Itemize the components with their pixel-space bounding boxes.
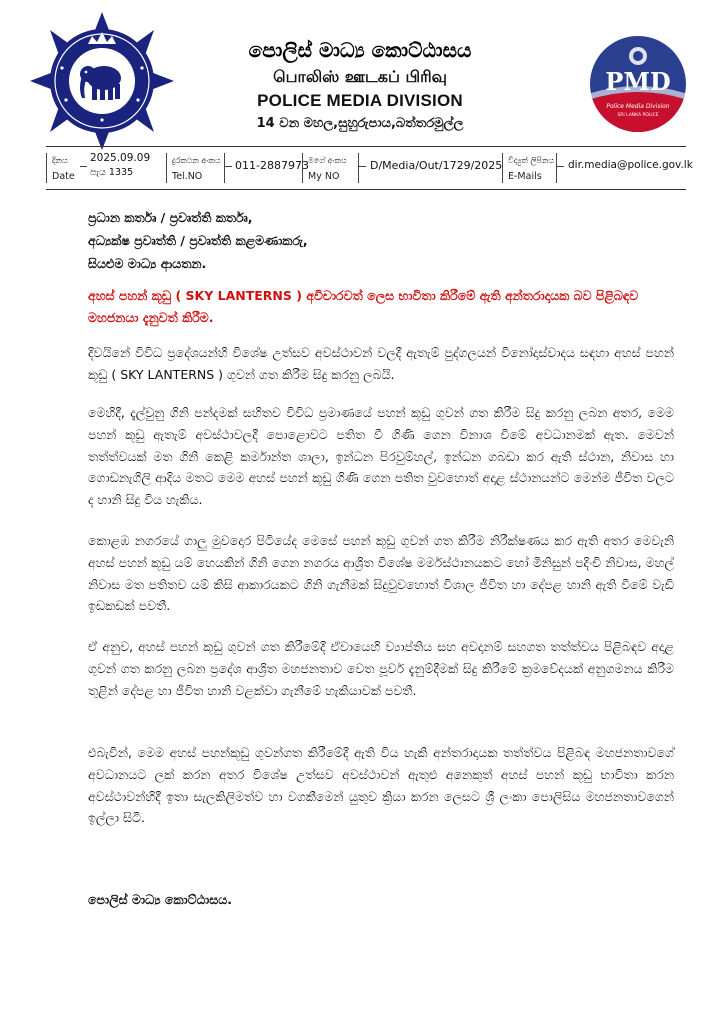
myno-label-en: My NO — [308, 171, 340, 182]
addressee-line: සියළුම මාධ්‍ය ආයතන. — [88, 256, 207, 271]
pmd-logo — [588, 34, 688, 134]
divider — [502, 153, 503, 183]
myno-value: D/Media/Out/1729/2025 — [370, 159, 503, 172]
divider — [302, 153, 303, 183]
date-value: 2025.09.09 — [90, 152, 151, 164]
addressee-line: අධ්‍යක්ෂ ප්‍රවෘත්ති / ප්‍රවෘත්ති කළමණාකරු, — [88, 233, 308, 248]
divider — [225, 166, 232, 167]
date-label-en: Date — [52, 171, 75, 182]
myno-label-si: මගේ අංකය — [308, 156, 347, 165]
divider — [358, 153, 359, 183]
police-emblem-logo — [26, 8, 178, 154]
org-name-sinhala: පොලිස් මාධ්‍ය කොට්ඨාසය — [248, 38, 472, 62]
tel-label-si: දුරකථන අංකය — [172, 156, 221, 165]
body-paragraph: එබැවින්, මෙම අහස් පහන්කූඩු ගුවන්ගත කිරීමේදී ඇති විය හැකි අන්තරාදායක තත්ත්වය පිළිබඳ මහජනතාවගේ අවධානයට ලක් කරන අතර විශේෂ උත්සව අවස්ථාවන් ඇතුළු අනෙකුත් අහස් පහන් කූඩු භාවිතා කරන අවස්ථාවන්හිදී ඉතා සැලකිලිමත්ව හා වගකීමෙන් යුතුව ක්‍රියා කරන ලෙසට ශ්‍රී ලංකා පොලිසිය මහජනතාවගෙන් ඉල්ලා සිටී. — [88, 745, 674, 826]
time-value: පැය 1335 — [90, 167, 134, 178]
body-paragraph: දිවයිනේ විවිධ ප්‍රදේශයන්හි විශේෂ උත්සව අවස්ථාවන් වලදී ඇතැම් පුද්ගලයන් විනෝදාස්වාදය සඳහා අහස් පහන් කූඩු ( SKY LANTERNS ) ගුවන් ගත කිරීම සිදු කරනු ලබයි. — [88, 345, 674, 382]
email-label-si: විද්‍යුත් ලිපිනය — [508, 156, 555, 165]
pmd-logo-subtext2: SRI LANKA POLICE — [617, 113, 659, 118]
divider — [557, 166, 564, 167]
divider — [359, 166, 366, 167]
subject-heading: අහස් පහන් කූඩු ( SKY LANTERNS ) අවිචාරවත් ලෙස භාවිතා කිරීමේ ඇති අන්තරාදායක බව පිළිබඳව මහජනයා දැනුවත් කිරීම. — [88, 288, 639, 325]
tel-value: 011-2887973 — [235, 159, 309, 172]
divider — [224, 153, 225, 183]
org-address: 14 වන මහල,සුහුරුපාය,බත්තරමුල්ල — [256, 116, 464, 131]
tel-label-en: Tel.NO — [172, 171, 203, 182]
date-label-si: දිනය — [52, 156, 68, 165]
addressee-line: ප්‍රධාන කර්තෘ / ප්‍රවෘත්ති කර්තෘ, — [88, 210, 253, 225]
pmd-logo-text: PMD — [605, 67, 671, 96]
org-name-tamil: பொலிஸ் ஊடகப் பிரிவு — [273, 67, 447, 86]
divider — [556, 153, 557, 183]
divider — [80, 166, 87, 167]
divider — [166, 153, 167, 183]
body-paragraph: ඒ අනුව, අහස් පහන් කූඩු ගුවන් ගත කිරීමේදී ඒවායෙහි ව්‍යාප්තිය සහ අවදානම් සහගත තත්ත්වය පිළිබඳව අදාළ ගුවන් ගත කරනු ලබන ප්‍රදේශ ආශ්‍රිත මහජනතාව වෙත පූර්ව දැනුම්දීමක් සිදු කිරීමේ ක්‍රමවේදයක් අනුගමනය කිරීම තුළින් දේපළ හා ජීවිත හානි වළක්වා ගැනීමේ හැකියාවක් පවතී. — [88, 639, 674, 698]
email-value: dir.media@police.gov.lk — [568, 159, 693, 171]
body-paragraph: කොළඹ නගරයේ ගාලු මුවදොර පිටියේද මෙසේ පහන් කූඩු ගුවන් ගත කිරීම නිරීක්ෂණය කර ඇති අතර මෙවැනි අහස් පහන් කූඩු යම් හෙයකින් ගිනි ගෙන නගරය ආශ්‍රිත විශේෂ මර්මස්ථානයකට හෝ මිනිසුන් පදිංචි නිවාස, මහල් නිවාස මත පතිතව යම් කිසි ආකාරයකට ගිනි ගැනීමක් සිදුවුවහොත් විශාල ජීවිත හා දේපළ හානි ඇති වීමේ වැඩි ඉඩකඩක් පවතී. — [88, 533, 674, 614]
email-label-en: E-Mails — [508, 171, 542, 182]
reference-info-bar — [46, 146, 693, 190]
body-paragraph: මෙහිදී, දැල්වුනු ගිනි පන්දමක් සහිතව විවිධ ප්‍රමාණයේ පහන් කූඩු ගුවන් ගත කිරීම සිදු කරනු ලබන අතර, මෙම පහන් කූඩු ඇතැම් අවස්ථාවලදී පොළොවට පතිත වී ගිණි ගෙන විනාශ වීමේ අවධානමක් ඇත. මෙවන් තත්ත්වයක් මත ගිනි කෙළි කර්මාන්ත ශාලා, ඉන්ධන පිරවුම්හල්, ඉන්ධන ගබඩා කර ඇති ස්ථාන, නිවාස හා ගොඩනැගිලි ආදිය මතට මෙම අහස් පහන් කූඩු ගිණි ගෙන පතිත වුවහොත් අදාළ ස්ථානයන්ට මෙන්ම ජීවිත වලට ද හානි සිදු විය හැකිය. — [88, 405, 674, 508]
signature-line: පොලිස් මාධ්‍ය කොට්ඨාසය. — [88, 892, 232, 907]
divider — [46, 153, 47, 183]
pmd-logo-subtext: Police Media Division — [606, 103, 670, 110]
org-name-english: POLICE MEDIA DIVISION — [257, 91, 463, 110]
